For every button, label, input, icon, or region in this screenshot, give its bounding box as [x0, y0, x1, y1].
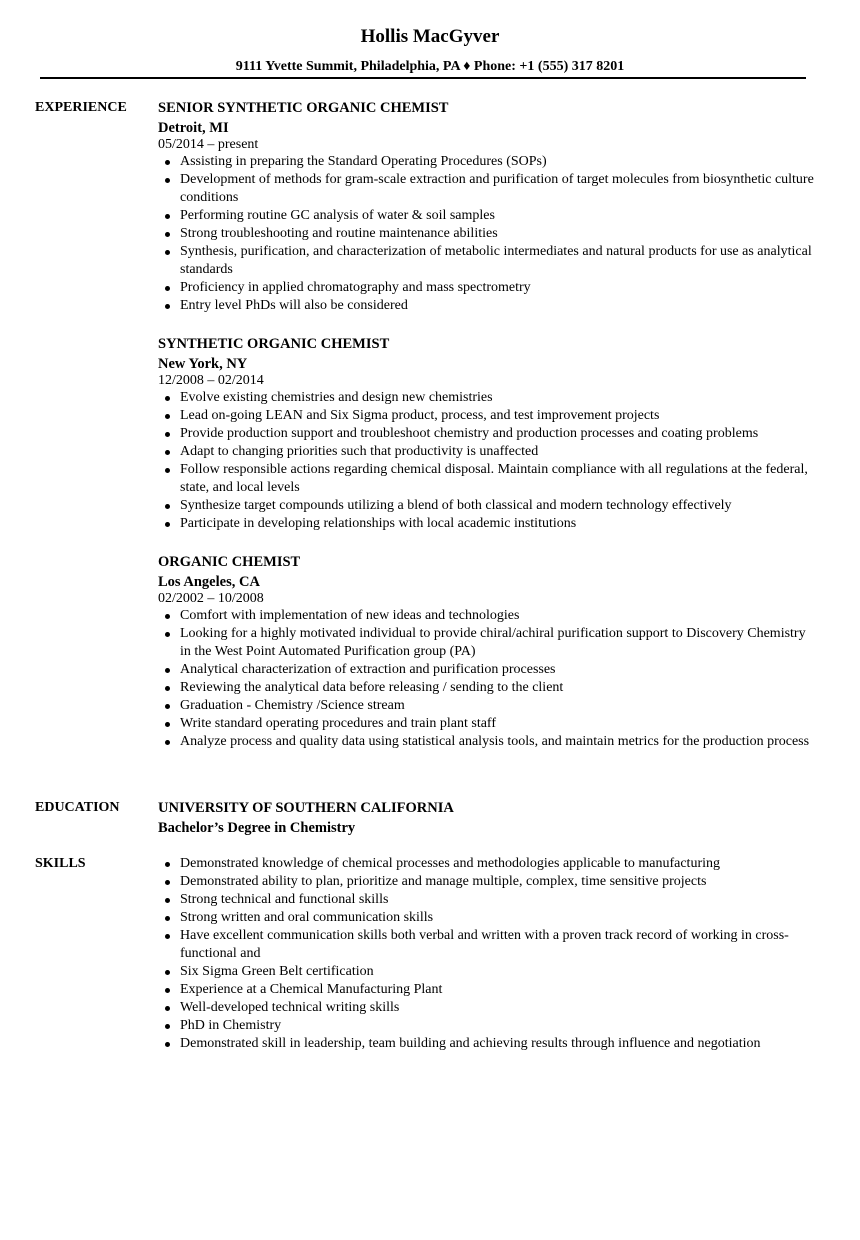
- bullet-item: Synthesize target compounds utilizing a blend of both classical and modern technology effectively: [158, 497, 818, 515]
- education-entry: [158, 799, 818, 837]
- bullet-item: Evolve existing chemistries and design new chemistries: [158, 389, 818, 407]
- skill-item: Have excellent communication skills both verbal and written with a proven track record of working in cross-functional and: [158, 927, 818, 963]
- job-bullets: [158, 607, 818, 751]
- skill-item: Strong technical and functional skills: [158, 891, 818, 909]
- bullet-item: Lead on-going LEAN and Six Sigma product, process, and test improvement projects: [158, 407, 818, 425]
- bullet-item: Reviewing the analytical data before releasing / sending to the client: [158, 679, 818, 697]
- job-location: New York, NY: [158, 356, 248, 372]
- skill-item: Experience at a Chemical Manufacturing Plant: [158, 981, 818, 999]
- skill-item: Six Sigma Green Belt certification: [158, 963, 818, 981]
- skill-item: Demonstrated ability to plan, prioritize and manage multiple, complex, time sensitive projects: [158, 873, 818, 891]
- job-entry: [158, 99, 818, 315]
- job-entry: [158, 335, 818, 533]
- job-title: SYNTHETIC ORGANIC CHEMIST: [158, 336, 390, 352]
- bullet-item: Graduation - Chemistry /Science stream: [158, 697, 818, 715]
- skill-item: Demonstrated knowledge of chemical processes and methodologies applicable to manufacturing: [158, 855, 818, 873]
- skill-item: Well-developed technical writing skills: [158, 999, 818, 1017]
- bullet-item: Strong troubleshooting and routine maintenance abilities: [158, 225, 818, 243]
- bullet-item: Adapt to changing priorities such that productivity is unaffected: [158, 443, 818, 461]
- header-divider: [40, 77, 806, 79]
- skill-item: Demonstrated skill in leadership, team building and achieving results through influence and negotiation: [158, 1035, 818, 1053]
- section-title-education: EDUCATION: [35, 800, 120, 815]
- job-title: SENIOR SYNTHETIC ORGANIC CHEMIST: [158, 100, 449, 116]
- bullet-item: Synthesis, purification, and characterization of metabolic intermediates and natural products for use as analytical standards: [158, 243, 818, 279]
- experience-list: [158, 99, 818, 765]
- job-bullets: [158, 153, 818, 315]
- bullet-item: Analytical characterization of extraction and purification processes: [158, 661, 818, 679]
- section-title-skills: SKILLS: [35, 856, 86, 871]
- skill-item: PhD in Chemistry: [158, 1017, 818, 1035]
- contact-line: 9111 Yvette Summit, Philadelphia, PA ♦ Phone: +1 (555) 317 8201: [235, 59, 625, 74]
- skills-list: [158, 855, 818, 1053]
- job-location: Detroit, MI: [158, 120, 229, 136]
- bullet-item: Comfort with implementation of new ideas and technologies: [158, 607, 818, 625]
- school-name: UNIVERSITY OF SOUTHERN CALIFORNIA: [158, 800, 454, 816]
- job-entry: [158, 553, 818, 751]
- job-bullets: [158, 389, 818, 533]
- bullet-item: Assisting in preparing the Standard Operating Procedures (SOPs): [158, 153, 818, 171]
- bullet-item: Proficiency in applied chromatography and mass spectrometry: [158, 279, 818, 297]
- resume-header: [0, 0, 860, 76]
- degree-name: Bachelor’s Degree in Chemistry: [158, 820, 356, 836]
- bullet-item: Development of methods for gram-scale extraction and purification of target molecules from biosynthetic culture conditions: [158, 171, 818, 207]
- job-title: ORGANIC CHEMIST: [158, 554, 301, 570]
- job-dates: 05/2014 – present: [158, 137, 259, 152]
- job-location: Los Angeles, CA: [158, 574, 260, 590]
- bullet-item: Follow responsible actions regarding chemical disposal. Maintain compliance with all regulations at the federal, state, and local levels: [158, 461, 818, 497]
- job-dates: 12/2008 – 02/2014: [158, 373, 264, 388]
- bullet-item: Performing routine GC analysis of water & soil samples: [158, 207, 818, 225]
- skills-list-wrapper: [158, 855, 818, 1053]
- section-title-experience: EXPERIENCE: [35, 100, 127, 115]
- bullet-item: Looking for a highly motivated individual to provide chiral/achiral purification support to Discovery Chemistry in the West Point Automated Purification group (PA): [158, 625, 818, 661]
- bullet-item: Provide production support and troubleshoot chemistry and production processes and coating problems: [158, 425, 818, 443]
- candidate-name: Hollis MacGyver: [360, 26, 500, 47]
- skill-item: Strong written and oral communication skills: [158, 909, 818, 927]
- bullet-item: Write standard operating procedures and train plant staff: [158, 715, 818, 733]
- bullet-item: Entry level PhDs will also be considered: [158, 297, 818, 315]
- bullet-item: Participate in developing relationships with local academic institutions: [158, 515, 818, 533]
- job-dates: 02/2002 – 10/2008: [158, 591, 264, 606]
- bullet-item: Analyze process and quality data using statistical analysis tools, and maintain metrics for the production process: [158, 733, 818, 751]
